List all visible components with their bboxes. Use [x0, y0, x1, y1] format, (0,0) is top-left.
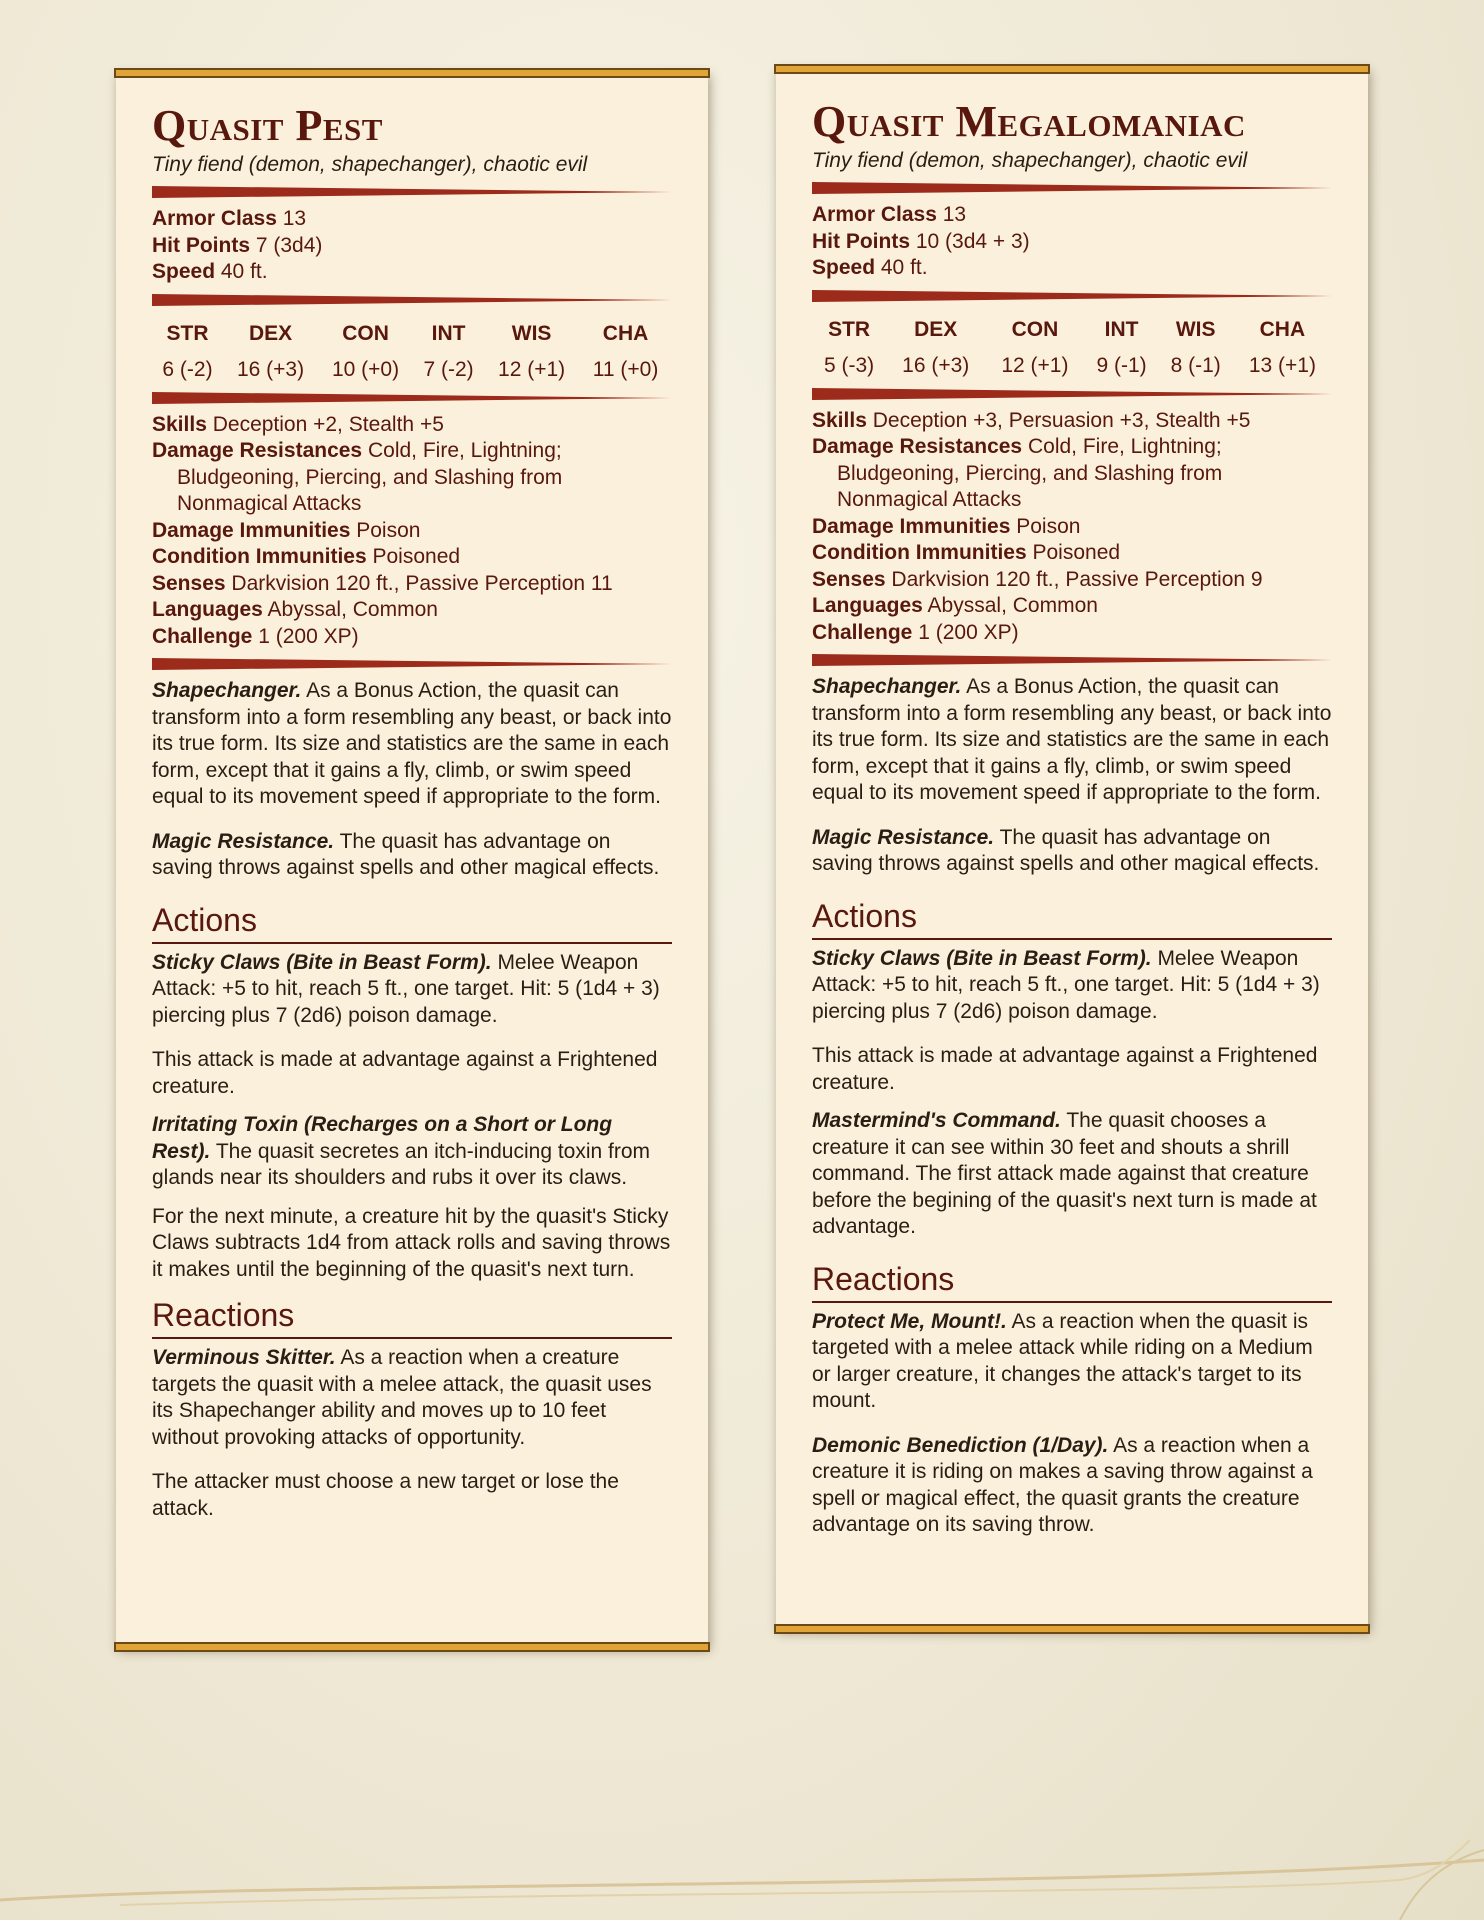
stat-block-quasit-megalomaniac	[776, 68, 1368, 1630]
monster-type: Tiny fiend (demon, shapechanger), chaotic evil	[152, 153, 588, 176]
trait-magic-resistance: Magic Resistance. The quasit has advantage on saving throws against spells and other magical effects.	[812, 825, 1320, 875]
speed: Speed 40 ft.	[812, 256, 928, 279]
divider	[152, 392, 672, 404]
speed: Speed 40 ft.	[152, 260, 268, 283]
hit-points: Hit Points 7 (3d4)	[152, 233, 323, 257]
monster-name: Quasit Pest	[152, 101, 383, 150]
divider	[812, 290, 1332, 302]
ability-score: 8 (-1)	[1170, 353, 1221, 377]
ability-header: INT	[1104, 317, 1139, 341]
ability-header: CHA	[1259, 317, 1306, 341]
ability-header: CON	[342, 321, 389, 345]
ability-header: STR	[166, 321, 209, 345]
languages: Languages Abyssal, Common	[812, 594, 1098, 617]
divider	[152, 186, 672, 198]
damage-immunities: Damage Immunities Poison	[152, 518, 421, 542]
ability-scores-table	[152, 316, 672, 384]
ability-score: 9 (-1)	[1096, 353, 1147, 377]
action-sticky-claws: Sticky Claws (Bite in Beast Form). Melee Weapon Attack: +5 to hit, reach 5 ft., one target. Hit: 5 (1d4 + 3) piercing plus 7 (2d6) poison damage.	[152, 950, 660, 1027]
action-masterminds-command: Mastermind's Command. The quasit chooses a creature it can see within 30 feet and shouts a shrill command. The first attack made against that creature before the begining of the quasit's next turn is made at advantage.	[812, 1109, 1317, 1238]
monster-name: Quasit Megalomaniac	[812, 97, 1246, 146]
ability-score: 12 (+1)	[1001, 353, 1069, 377]
ability-score: 16 (+3)	[902, 353, 970, 377]
ability-score: 13 (+1)	[1248, 353, 1316, 377]
armor-class: Armor Class 13	[812, 203, 967, 226]
divider	[152, 294, 672, 306]
challenge: Challenge 1 (200 XP)	[152, 624, 359, 648]
senses: Senses Darkvision 120 ft., Passive Perception 11	[152, 571, 613, 595]
ability-header: INT	[431, 321, 466, 345]
divider	[152, 658, 672, 670]
skills: Skills Deception +2, Stealth +5	[152, 412, 444, 436]
ability-header: CON	[1011, 317, 1059, 341]
challenge: Challenge 1 (200 XP)	[812, 620, 1019, 644]
ability-score: 7 (-2)	[423, 357, 474, 381]
skills: Skills Deception +3, Persuasion +3, Stealth +5	[812, 408, 1251, 432]
action-irritating-toxin-note: For the next minute, a creature hit by the quasit's Sticky Claws subtracts 1d4 from attack rolls and saving throws it makes until the beginning of the quasit's next turn.	[152, 1204, 671, 1281]
trait-shapechanger: Shapechanger. As a Bonus Action, the quasit can transform into a form resembling any beast, or back into its true form. Its size and statistics are the same in each form, except that it gains a fly, climb, or swim speed equal to its movement speed if appropriate to the form.	[152, 679, 672, 808]
languages: Languages Abyssal, Common	[152, 598, 438, 621]
divider	[812, 182, 1332, 194]
ability-score: 16 (+3)	[236, 357, 305, 381]
reaction-verminous-skitter: Verminous Skitter. As a reaction when a creature targets the quasit with a melee attack, the quasit uses its Shapechanger ability and moves up to 10 feet without provoking attacks of opportunity.	[152, 1346, 652, 1449]
senses: Senses Darkvision 120 ft., Passive Perception 9	[812, 567, 1263, 591]
condition-immunities: Condition Immunities Poisoned	[152, 545, 461, 568]
actions-heading: Actions	[152, 900, 672, 944]
actions-heading: Actions	[812, 896, 1332, 940]
ability-score: 6 (-2)	[162, 357, 213, 381]
ability-score: 5 (-3)	[823, 353, 875, 377]
ability-scores-table	[812, 312, 1332, 380]
armor-class: Armor Class 13	[152, 207, 307, 230]
damage-immunities: Damage Immunities Poison	[812, 514, 1081, 538]
ability-score: 10 (+0)	[331, 357, 400, 381]
reactions-heading: Reactions	[812, 1259, 1332, 1303]
damage-resistances: Damage Resistances Cold, Fire, Lightning; Bludgeoning, Piercing, and Slashing from Nonmagical Attacks	[152, 439, 563, 515]
action-sticky-claws: Sticky Claws (Bite in Beast Form). Melee Weapon Attack: +5 to hit, reach 5 ft., one target. Hit: 5 (1d4 + 3) piercing plus 7 (2d6) poison damage.	[812, 946, 1320, 1023]
stat-block-quasit-pest	[116, 72, 708, 1648]
ability-header: STR	[828, 317, 871, 341]
divider	[812, 654, 1332, 666]
action-irritating-toxin: Irritating Toxin (Recharges on a Short or Long Rest). The quasit secretes an itch-inducing toxin from glands near its shoulders and rubs it over its claws.	[152, 1113, 651, 1189]
reaction-demonic-benediction: Demonic Benediction (1/Day). As a reaction when a creature it is riding on makes a saving throw against a spell or magical effect, the quasit grants the creature advantage on its saving throw.	[812, 1433, 1313, 1536]
ability-header: WIS	[1175, 317, 1216, 341]
ability-score: 12 (+1)	[498, 357, 566, 381]
reaction-protect-me-mount: Protect Me, Mount!. As a reaction when the quasit is targeted with a melee attack while riding on a Medium or larger creature, it changes the attack's target to its mount.	[812, 1309, 1313, 1412]
ability-header: CHA	[602, 321, 649, 345]
ability-header: DEX	[914, 317, 958, 341]
ability-header: DEX	[248, 321, 293, 345]
ability-score: 11 (+0)	[592, 357, 659, 381]
action-sticky-claws-note: This attack is made at advantage against a Frightened creature.	[812, 1044, 1318, 1094]
monster-type: Tiny fiend (demon, shapechanger), chaotic evil	[812, 149, 1248, 172]
condition-immunities: Condition Immunities Poisoned	[812, 541, 1121, 564]
divider	[812, 388, 1332, 400]
ability-header: WIS	[511, 321, 552, 345]
action-sticky-claws-note: This attack is made at advantage against a Frightened creature.	[152, 1048, 658, 1098]
reactions-heading: Reactions	[152, 1295, 672, 1339]
trait-magic-resistance: Magic Resistance. The quasit has advantage on saving throws against spells and other magical effects.	[152, 829, 660, 879]
reaction-verminous-skitter-note: The attacker must choose a new target or lose the attack.	[152, 1470, 619, 1520]
trait-shapechanger: Shapechanger. As a Bonus Action, the quasit can transform into a form resembling any beast, or back into its true form. Its size and statistics are the same in each form, except that it gains a fly, climb, or swim speed equal to its movement speed if appropriate to the form.	[812, 675, 1332, 804]
damage-resistances: Damage Resistances Cold, Fire, Lightning; Bludgeoning, Piercing, and Slashing from Nonmagical Attacks	[812, 435, 1223, 511]
hit-points: Hit Points 10 (3d4 + 3)	[812, 229, 1030, 253]
